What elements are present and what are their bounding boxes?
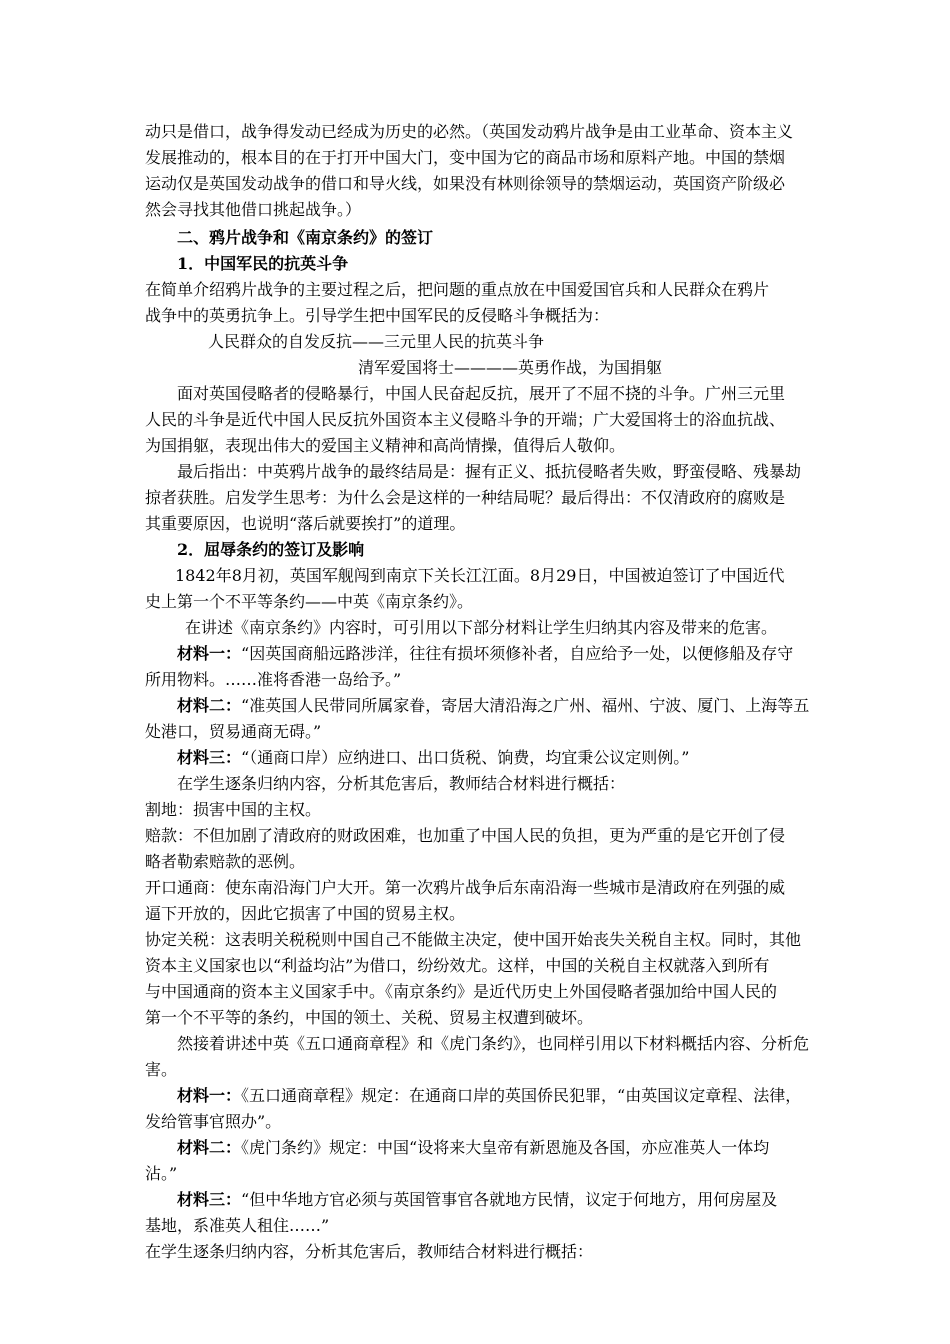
para-line: 发给管事官照办”。 [145, 1112, 282, 1131]
para-line: 1842年8月初，英国军舰闯到南京下关长江江面。8月29日，中国被迫签订了中国近代 [175, 566, 785, 585]
para-line: 与中国通商的资本主义国家手中。《南京条约》是近代历史上外国侵略者强加给中国人民的 [145, 982, 778, 1001]
para-line: 害。 [145, 1060, 178, 1079]
material-label: 材料三： [177, 748, 242, 767]
para-line: 赔款：不但加剧了清政府的财政困难，也加重了中国人民的负担，更为严重的是它开创了侵 [145, 826, 786, 845]
para-line: 沾。” [145, 1164, 178, 1183]
para-line: 开口通商：使东南沿海门户大开。第一次鸦片战争后东南沿海一些城市是清政府在列强的威 [145, 878, 786, 897]
para-line: 面对英国侵略者的侵略暴行，中国人民奋起反抗，展开了不屈不挠的斗争。广州三元里 [177, 384, 786, 403]
para-line: 割地：损害中国的主权。 [145, 800, 322, 819]
material-line: 材料三：“但中华地方官必须与英国管事官各就地方民情，议定于何地方，用何房屋及 [177, 1190, 778, 1209]
para-line: 在学生逐条归纳内容，分析其危害后，教师结合材料进行概括： [177, 774, 626, 793]
para-line: 在讲述《南京条约》内容时，可引用以下部分材料让学生归纳其内容及带来的危害。 [185, 618, 778, 637]
para-line: 人民的斗争是近代中国人民反抗外国资本主义侵略斗争的开端；广大爱国将士的浴血抗战、 [145, 410, 786, 429]
material-label: 材料二： [177, 1138, 242, 1157]
para-line: 第一个不平等的条约，中国的领土、关税、贸易主权遭到破坏。 [145, 1008, 594, 1027]
para-line: 最后指出：中英鸦片战争的最终结局是：握有正义、抵抗侵略者失败，野蛮侵略、残暴劫 [177, 462, 802, 481]
para-line: 基地，系准英人租住……” [145, 1216, 330, 1235]
para-line: 然会寻找其他借口挑起战争。） [145, 200, 362, 219]
para-line: 战争中的英勇抗争上。引导学生把中国军民的反侵略斗争概括为： [145, 306, 610, 325]
material-line: 材料一：“因英国商船远路涉洋，往往有损坏须修补者，自应给予一处，以便修船及存守 [177, 644, 794, 663]
para-line: 资本主义国家也以“利益均沾”为借口，纷纷效尤。这样，中国的关税自主权就落入到所有 [145, 956, 770, 975]
material-label: 材料三： [177, 1190, 242, 1209]
material-label: 材料一： [177, 644, 242, 663]
subsection-heading: 2．屈辱条约的签订及影响 [177, 540, 365, 559]
material-label: 材料一： [177, 1086, 242, 1105]
para-line: 逼下开放的，因此它损害了中国的贸易主权。 [145, 904, 466, 923]
para-line: 所用物料。……准将香港一岛给予。” [145, 670, 402, 689]
para-line: 史上第一个不平等条约——中英《南京条约》。 [145, 592, 474, 611]
para-line: 略者勒索赔款的恶例。 [145, 852, 306, 871]
section-heading: 二、鸦片战争和《南京条约》的签订 [177, 228, 434, 247]
para-line: 在简单介绍鸦片战争的主要过程之后，把问题的重点放在中国爱国官兵和人民群众在鸦片 [145, 280, 770, 299]
material-line: 材料二：《虎门条约》规定：中国“设将来大皇帝有新恩施及各国，亦应准英人一体均 [177, 1138, 770, 1157]
para-line: 其重要原因，也说明“落后就要挨打”的道理。 [145, 514, 466, 533]
material-line: 材料三：“（通商口岸）应纳进口、出口货税、饷费，均宜秉公议定则例。” [177, 748, 690, 767]
para-line: 掠者获胜。启发学生思考：为什么会是这样的一种结局呢？最后得出：不仅清政府的腐败是 [145, 488, 786, 507]
para-line: 动只是借口，战争得发动已经成为历史的必然。（英国发动鸦片战争是由工业革命、资本主义 [145, 122, 794, 141]
para-line: 发展推动的，根本目的在于打开中国大门，变中国为它的商品市场和原料产地。中国的禁烟 [145, 148, 786, 167]
para-line: 为国捐躯，表现出伟大的爱国主义精神和高尚情操，值得后人敬仰。 [145, 436, 626, 455]
material-line: 材料一：《五口通商章程》规定：在通商口岸的英国侨民犯罪，“由英国议定章程、法律， [177, 1086, 802, 1105]
para-line: 在学生逐条归纳内容，分析其危害后，教师结合材料进行概括： [145, 1242, 594, 1261]
para-line: 处港口，贸易通商无碍。” [145, 722, 322, 741]
subsection-heading: 1．中国军民的抗英斗争 [177, 254, 349, 273]
material-line: 材料二：“准英国人民带同所属家眷，寄居大清沿海之广州、福州、宁波、厦门、上海等五 [177, 696, 810, 715]
summary-line-1: 人民群众的自发反抗——三元里人民的抗英斗争 [208, 332, 545, 351]
para-line: 然接着讲述中英《五口通商章程》和《虎门条约》，也同样引用以下材料概括内容、分析危 [177, 1034, 810, 1053]
material-label: 材料二： [177, 696, 242, 715]
summary-line-2: 清军爱国将士————英勇作战，为国捐躯 [358, 358, 663, 377]
para-line: 协定关税：这表明关税税则中国自己不能做主决定，使中国开始丧失关税自主权。同时，其他 [145, 930, 802, 949]
para-line: 运动仅是英国发动战争的借口和导火线，如果没有林则徐领导的禁烟运动，英国资产阶级必 [145, 174, 786, 193]
